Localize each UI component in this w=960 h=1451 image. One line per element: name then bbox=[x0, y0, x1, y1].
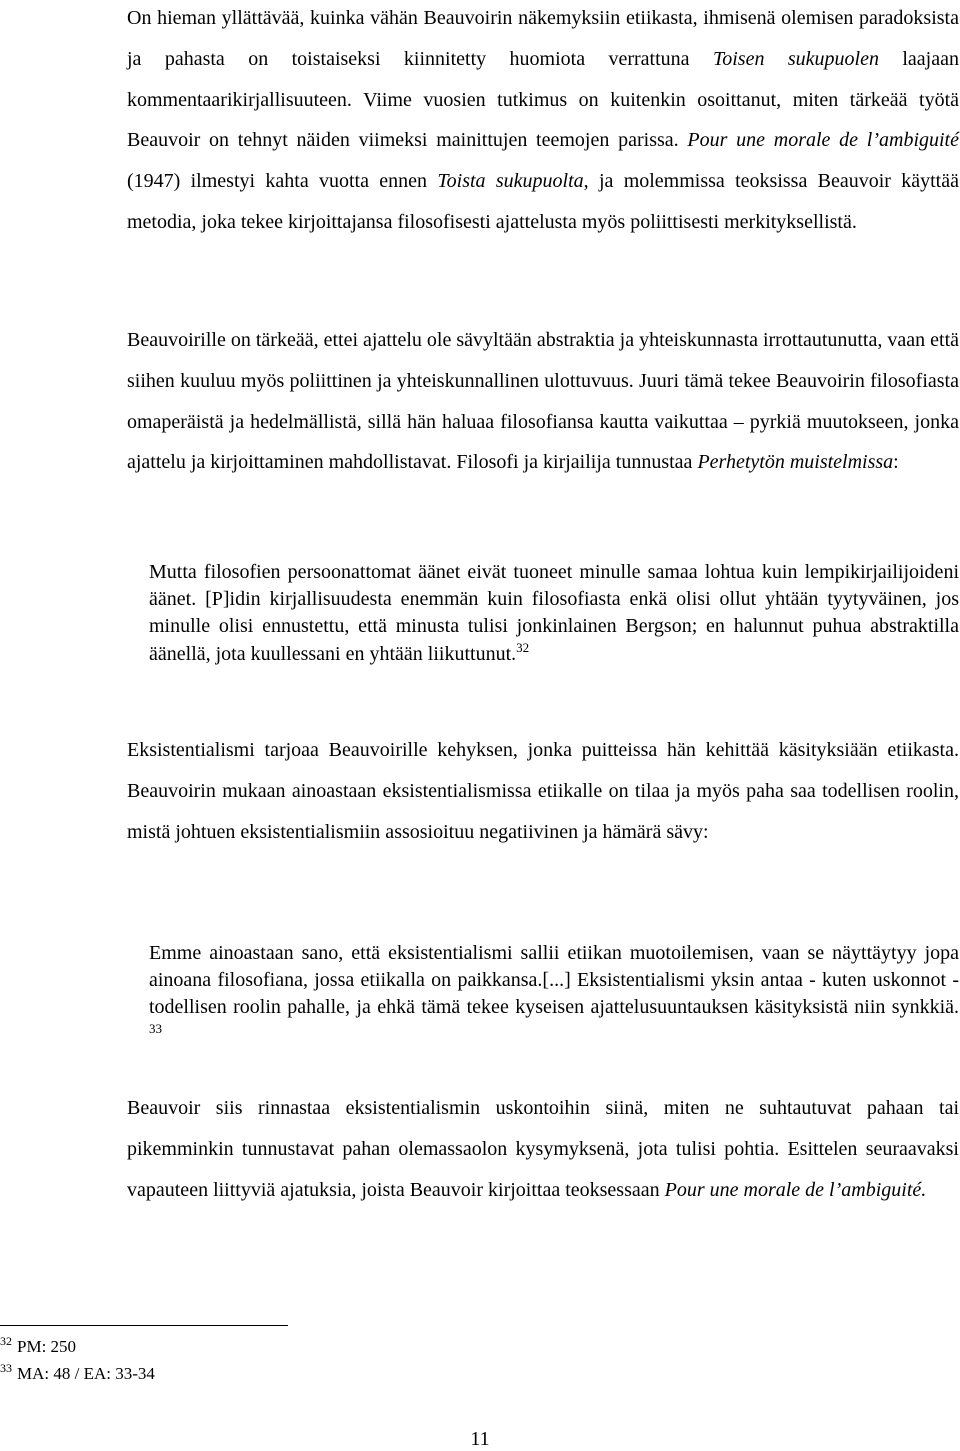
block-quote-1 bbox=[149, 559, 959, 669]
page-number: 11 bbox=[470, 1428, 490, 1450]
block-quote-2-text: Emme ainoastaan sano, että eksistentialismi sallii etiikan muotoilemisen, vaan se näyttäytyy jopa ainoana filosofiana, jossa etiikalla on paikkansa.[...] Eksistentialismi yksin antaa - kuten uskonnot - todellisen roolin pahalle, ja ehkä tämä tekee kyseisen ajattelusuuntauksen käsityksistä niin synkkiä. bbox=[149, 942, 959, 1019]
paragraph-3 bbox=[127, 730, 959, 852]
footnote-separator bbox=[0, 1325, 288, 1326]
paragraph-4-text: Beauvoir siis rinnastaa eksistentialismin uskontoihin siinä, miten ne suhtautuvat pahaan tai pikemminkin tunnustavat pahan olemassaolon kysymyksenä, jota tulisi pohtia. Esittelen seuraavaksi vapauteen liittyviä ajatuksia, joista Beauvoir kirjoittaa teoksessaan bbox=[127, 1097, 959, 1201]
footnote-33-text: MA: 48 / EA: 33-34 bbox=[17, 1364, 155, 1383]
paragraph-1 bbox=[127, 0, 959, 243]
footnote-ref-33[interactable]: 33 bbox=[149, 1020, 162, 1036]
paragraph-2-title-perhetyton-muistelmissa: Perhetytön muistelmissa bbox=[697, 451, 894, 474]
paragraph-1-title-toista-sukupuolta: Toista sukupuolta bbox=[437, 170, 584, 193]
paragraph-2 bbox=[127, 320, 959, 483]
paragraph-4 bbox=[127, 1088, 959, 1210]
paragraph-1-text-b: laajaan kommentaarikirjallisuuteen. Viime vuosien tutkimus on kuitenkin osoittanut, miten tärkeää työtä Beauvoir on tehnyt näiden viimeksi mainittujen teemojen parissa. bbox=[127, 47, 959, 152]
footnote-33 bbox=[0, 1363, 155, 1386]
paragraph-1-title-pour-une-morale: Pour une morale de l’ambiguité bbox=[687, 129, 959, 152]
footnote-32-text: PM: 250 bbox=[17, 1337, 77, 1356]
block-quote-1-text: Mutta filosofien persoonattomat äänet eivät tuoneet minulle samaa lohtua kuin lempikirjailijoideni äänet. [P]idin kirjallisuudesta enemmän kuin filosofiasta enkä olisi ollut yhtään tyytyväinen, jos minulle olisi ennustettu, että minusta tulisi jonkinlainen Bergson; en halunnut puhua abstraktilla äänellä, jota kuullessani en yhtään liikuttunut. bbox=[149, 561, 959, 665]
paragraph-2-text-a: Beauvoirille on tärkeää, ettei ajattelu ole sävyltään abstraktia ja yhteiskunnasta irrottautunutta, vaan että siihen kuuluu myös poliittinen ja yhteiskunnallinen ulottuvuus. Juuri tämä tekee Beauvoirin filosofiasta omaperäistä ja hedelmällistä, sillä hän haluaa filosofiansa kautta vaikuttaa – pyrkiä muutokseen, jonka ajattelu ja kirjoittaminen mahdollistavat. Filosofi ja kirjailija tunnustaa bbox=[127, 329, 959, 474]
footnote-32-number: 32 bbox=[0, 1334, 12, 1348]
paragraph-3-text: Eksistentialismi tarjoaa Beauvoirille kehyksen, jonka puitteissa hän kehittää käsityksiään etiikasta. Beauvoirin mukaan ainoastaan eksistentialismissa etiikalle on tilaa ja myös paha saa todellisen roolin, mistä johtuen eksistentialismiin assosioituu negatiivinen ja hämärä sävy: bbox=[127, 739, 959, 843]
footnote-ref-32[interactable]: 32 bbox=[516, 639, 530, 655]
footnote-33-number: 33 bbox=[0, 1361, 12, 1375]
block-quote-2 bbox=[149, 940, 959, 1050]
paragraph-1-title-toisen-sukupuolen: Toisen sukupuolen bbox=[712, 47, 879, 70]
paragraph-2-text-b: : bbox=[893, 451, 899, 474]
paragraph-1-text-c: (1947) ilmestyi kahta vuotta ennen bbox=[127, 170, 438, 193]
paragraph-1-text-a: On hieman yllättävää, kuinka vähän Beauvoirin näkemyksiin etiikasta, ihmisenä olemisen paradoksista ja pahasta on toistaiseksi kiinnitetty huomiota verrattuna bbox=[127, 7, 959, 70]
paragraph-4-title-pour-une-morale: Pour une morale de l’ambiguité. bbox=[664, 1178, 927, 1201]
paragraph-1-text-d: , ja molemmissa teoksissa Beauvoir käyttää metodia, joka tekee kirjoittajansa filosofisesti ajattelusta myös poliittisesti merkityksellistä. bbox=[127, 170, 959, 233]
footnote-32 bbox=[0, 1336, 76, 1359]
